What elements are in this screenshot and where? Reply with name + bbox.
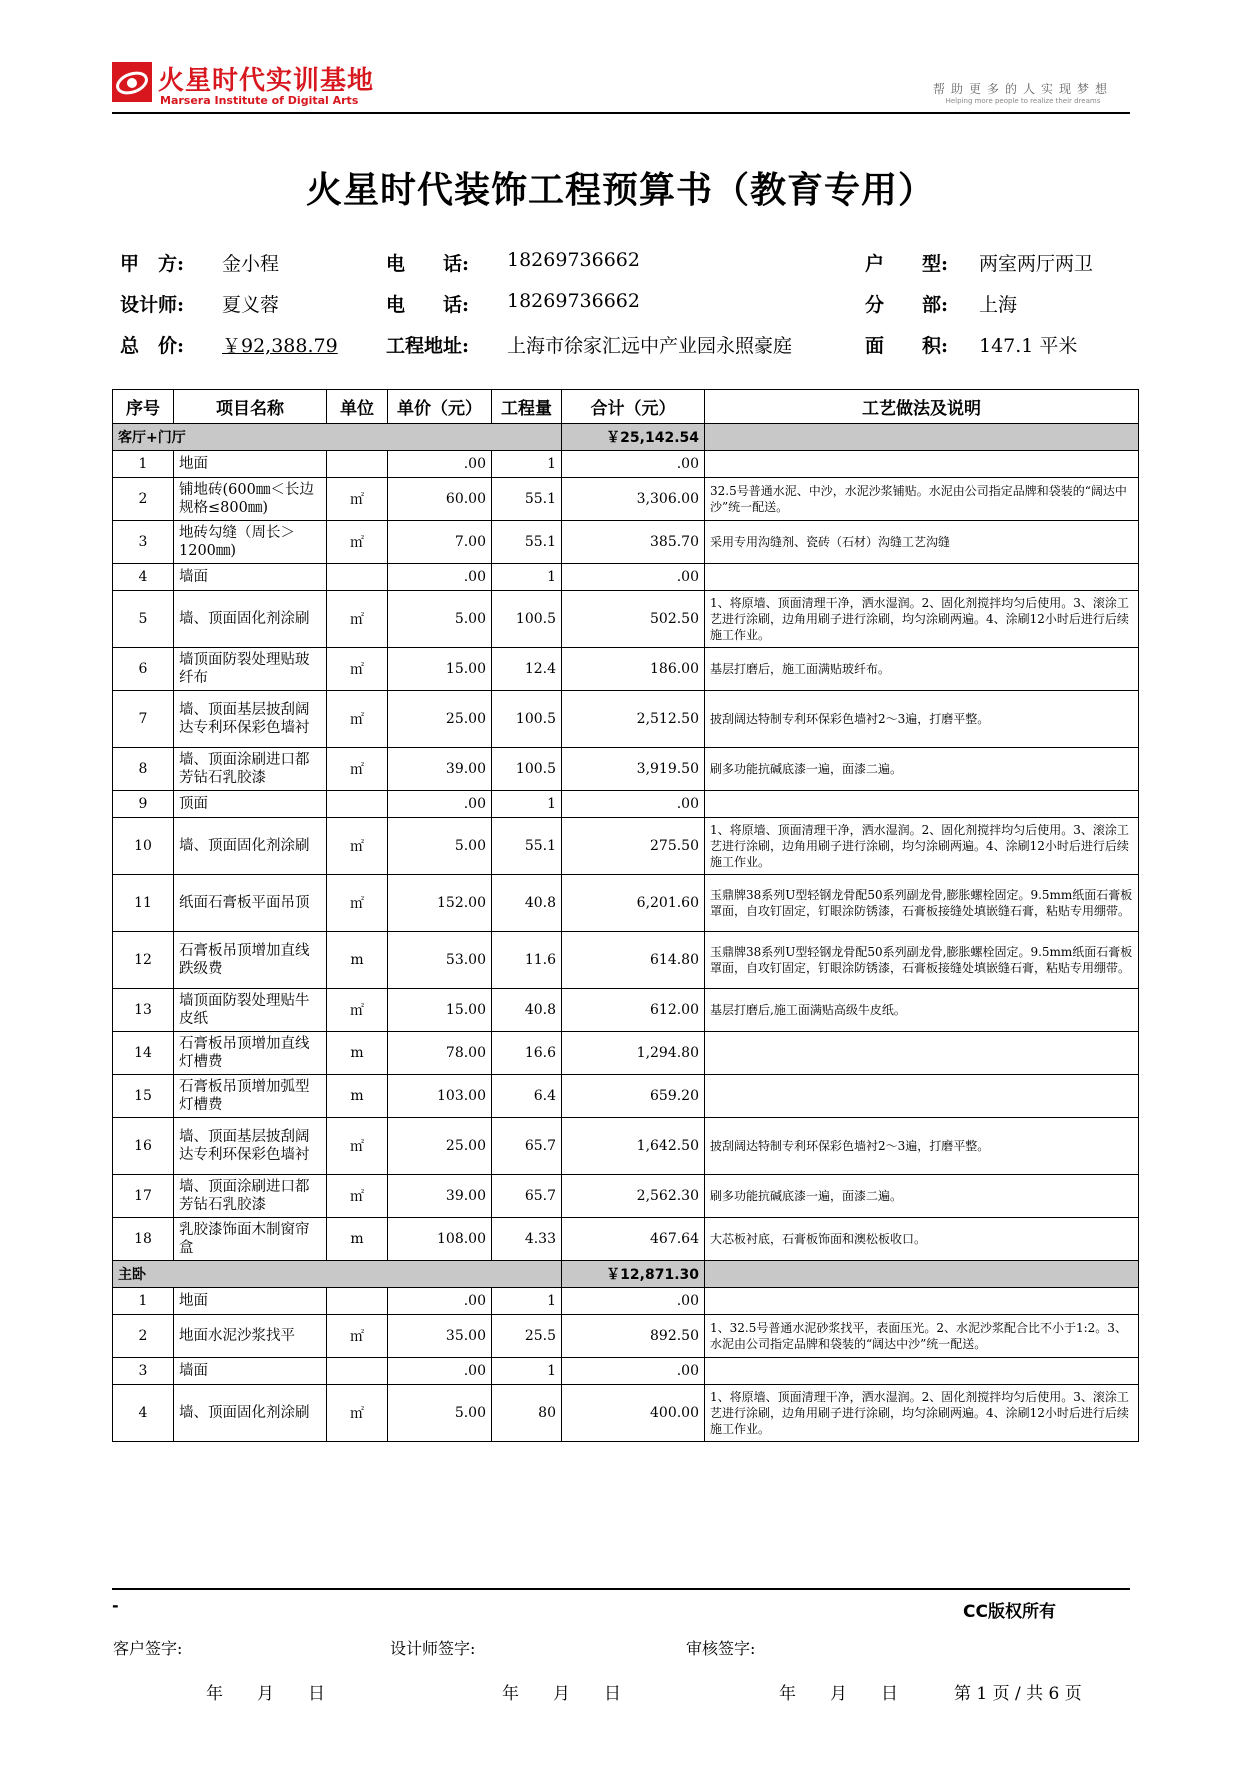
cell-no: 17 xyxy=(113,1175,174,1218)
table-row xyxy=(113,932,1139,989)
cell-unit: ㎡ xyxy=(327,1315,388,1358)
cell-item-name: 地面 xyxy=(174,451,327,478)
cell-quantity: 1 xyxy=(492,1288,562,1315)
slogan xyxy=(913,80,1133,105)
logo-text-cn: 火星时代实训基地 xyxy=(158,66,375,96)
cell-total: 1,642.50 xyxy=(562,1118,705,1175)
cell-unit xyxy=(327,791,388,818)
cell-total: 275.50 xyxy=(562,818,705,875)
section-row xyxy=(113,1261,1139,1288)
cell-unit: ㎡ xyxy=(327,591,388,648)
cell-total: 892.50 xyxy=(562,1315,705,1358)
cell-no: 15 xyxy=(113,1075,174,1118)
cell-total: .00 xyxy=(562,1288,705,1315)
col-header-name: 项目名称 xyxy=(174,390,327,424)
table-row xyxy=(113,451,1139,478)
cell-item-name: 顶面 xyxy=(174,791,327,818)
address-value: 上海市徐家汇远中产业园永照豪庭 xyxy=(507,335,793,357)
cell-description xyxy=(705,791,1139,818)
cell-quantity: 55.1 xyxy=(492,818,562,875)
cell-no: 7 xyxy=(113,691,174,748)
cell-no: 18 xyxy=(113,1218,174,1261)
cell-description xyxy=(705,1075,1139,1118)
cell-total: 186.00 xyxy=(562,648,705,691)
area-value: 147.1 平米 xyxy=(979,335,1078,357)
cell-unit-price: 15.00 xyxy=(388,648,492,691)
cell-item-name: 墙、顶面固化剂涂刷 xyxy=(174,591,327,648)
cell-quantity: 12.4 xyxy=(492,648,562,691)
section-desc-cell xyxy=(705,1261,1139,1288)
cell-quantity: 1 xyxy=(492,791,562,818)
cell-description xyxy=(705,564,1139,591)
cell-no: 9 xyxy=(113,791,174,818)
cell-quantity: 55.1 xyxy=(492,478,562,521)
cell-unit-price: 15.00 xyxy=(388,989,492,1032)
section-name: 客厅+门厅 xyxy=(113,424,562,451)
cell-no: 3 xyxy=(113,1358,174,1385)
cell-description: 刷多功能抗碱底漆一遍，面漆二遍。 xyxy=(705,748,1139,791)
cell-unit: ㎡ xyxy=(327,875,388,932)
cell-unit-price: .00 xyxy=(388,1358,492,1385)
cell-total: .00 xyxy=(562,1358,705,1385)
cell-unit-price: 152.00 xyxy=(388,875,492,932)
client-value: 金小程 xyxy=(222,253,280,275)
table-row xyxy=(113,691,1139,748)
cell-quantity: 4.33 xyxy=(492,1218,562,1261)
cell-unit: m xyxy=(327,1218,388,1261)
cell-quantity: 40.8 xyxy=(492,989,562,1032)
cell-unit: ㎡ xyxy=(327,989,388,1032)
cell-quantity: 1 xyxy=(492,564,562,591)
table-row xyxy=(113,1218,1139,1261)
cell-no: 2 xyxy=(113,478,174,521)
client-label: 甲 方: xyxy=(120,253,185,275)
cell-total: 3,919.50 xyxy=(562,748,705,791)
cell-quantity: 1 xyxy=(492,451,562,478)
cell-description: 1、将原墙、顶面清理干净，洒水湿润。2、固化剂搅拌均匀后使用。3、滚涂工艺进行涂刷，边角用刷子进行涂刷，均匀涂刷两遍。4、涂刷12小时后进行后续施工作业。 xyxy=(705,818,1139,875)
cell-description: 1、将原墙、顶面清理干净，洒水湿润。2、固化剂搅拌均匀后使用。3、滚涂工艺进行涂刷，边角用刷子进行涂刷，均匀涂刷两遍。4、涂刷12小时后进行后续施工作业。 xyxy=(705,1385,1139,1442)
cell-unit: ㎡ xyxy=(327,648,388,691)
cell-unit-price: 78.00 xyxy=(388,1032,492,1075)
cell-unit xyxy=(327,451,388,478)
cell-total: 1,294.80 xyxy=(562,1032,705,1075)
cell-item-name: 石膏板吊顶增加直线灯槽费 xyxy=(174,1032,327,1075)
cell-description xyxy=(705,1358,1139,1385)
cell-no: 1 xyxy=(113,451,174,478)
cell-no: 6 xyxy=(113,648,174,691)
footer-divider xyxy=(112,1588,1130,1590)
cell-description: 1、32.5号普通水泥砂浆找平，表面压光。2、水泥沙浆配合比不小于1:2。3、水泥由公司指定品牌和袋装的“阔达中沙”统一配送。 xyxy=(705,1315,1139,1358)
cell-quantity: 65.7 xyxy=(492,1118,562,1175)
cell-total: 3,306.00 xyxy=(562,478,705,521)
total-label: 总 价: xyxy=(120,335,185,357)
cell-total: 2,562.30 xyxy=(562,1175,705,1218)
cell-no: 5 xyxy=(113,591,174,648)
cell-no: 14 xyxy=(113,1032,174,1075)
cell-description: 基层打磨后,施工面满贴高级牛皮纸。 xyxy=(705,989,1139,1032)
table-row xyxy=(113,591,1139,648)
cell-description: 大芯板衬底，石膏板饰面和澳松板收口。 xyxy=(705,1218,1139,1261)
cell-unit: m xyxy=(327,1032,388,1075)
cell-item-name: 墙顶面防裂处理贴玻纤布 xyxy=(174,648,327,691)
cell-unit: ㎡ xyxy=(327,818,388,875)
cell-unit: ㎡ xyxy=(327,691,388,748)
cell-description: 32.5号普通水泥、中沙，水泥沙浆铺贴。水泥由公司指定品牌和袋装的“阔达中沙”统一配送。 xyxy=(705,478,1139,521)
cell-description: 刷多功能抗碱底漆一遍，面漆二遍。 xyxy=(705,1175,1139,1218)
table-row xyxy=(113,1288,1139,1315)
cell-unit-price: 5.00 xyxy=(388,818,492,875)
cell-no: 10 xyxy=(113,818,174,875)
cell-unit-price: 5.00 xyxy=(388,591,492,648)
table-row xyxy=(113,521,1139,564)
cell-quantity: 16.6 xyxy=(492,1032,562,1075)
cell-quantity: 80 xyxy=(492,1385,562,1442)
cell-unit-price: 5.00 xyxy=(388,1385,492,1442)
logo-text-en: Marsera Institute of Digital Arts xyxy=(160,94,359,107)
cell-item-name: 乳胶漆饰面木制窗帘盒 xyxy=(174,1218,327,1261)
copyright-text: CC版权所有 xyxy=(963,1602,1056,1622)
cell-total: 614.80 xyxy=(562,932,705,989)
cell-unit-price: 53.00 xyxy=(388,932,492,989)
cell-no: 1 xyxy=(113,1288,174,1315)
cell-no: 8 xyxy=(113,748,174,791)
cell-unit-price: .00 xyxy=(388,564,492,591)
phone2-label: 电 话: xyxy=(386,294,470,316)
cell-description: 采用专用沟缝剂、瓷砖（石材）沟缝工艺沟缝 xyxy=(705,521,1139,564)
cell-item-name: 墙面 xyxy=(174,1358,327,1385)
cell-no: 2 xyxy=(113,1315,174,1358)
cell-unit-price: 39.00 xyxy=(388,748,492,791)
table-row xyxy=(113,1315,1139,1358)
section-row xyxy=(113,424,1139,451)
client-sign-date: 年 月 日 xyxy=(206,1684,325,1704)
cell-quantity: 1 xyxy=(492,1358,562,1385)
table-row xyxy=(113,1032,1139,1075)
table-row xyxy=(113,1118,1139,1175)
table-row xyxy=(113,989,1139,1032)
col-header-sum: 合计（元） xyxy=(562,390,705,424)
cell-unit xyxy=(327,564,388,591)
slogan-cn: 帮助更多的人实现梦想 xyxy=(932,82,1113,96)
cell-item-name: 墙、顶面涂刷进口都芳钻石乳胶漆 xyxy=(174,1175,327,1218)
cell-item-name: 地面 xyxy=(174,1288,327,1315)
cell-item-name: 墙、顶面基层披刮阔达专利环保彩色墙衬 xyxy=(174,1118,327,1175)
cell-no: 3 xyxy=(113,521,174,564)
cell-unit-price: 60.00 xyxy=(388,478,492,521)
cell-unit-price: 103.00 xyxy=(388,1075,492,1118)
cell-item-name: 墙、顶面涂刷进口都芳钻石乳胶漆 xyxy=(174,748,327,791)
cell-total: 502.50 xyxy=(562,591,705,648)
cell-description xyxy=(705,1032,1139,1075)
cell-item-name: 墙顶面防裂处理贴牛皮纸 xyxy=(174,989,327,1032)
table-row xyxy=(113,648,1139,691)
phone2-value: 18269736662 xyxy=(507,290,640,312)
section-desc-cell xyxy=(705,424,1139,451)
cell-unit: m xyxy=(327,932,388,989)
cell-unit: ㎡ xyxy=(327,521,388,564)
cell-item-name: 地砖勾缝（周长＞1200㎜) xyxy=(174,521,327,564)
table-row xyxy=(113,818,1139,875)
cell-item-name: 墙面 xyxy=(174,564,327,591)
cell-quantity: 55.1 xyxy=(492,521,562,564)
cell-description: 披刮阔达特制专利环保彩色墙衬2～3遍，打磨平整。 xyxy=(705,691,1139,748)
house-type-value: 两室两厅两卫 xyxy=(979,253,1094,275)
cell-no: 16 xyxy=(113,1118,174,1175)
cell-unit: ㎡ xyxy=(327,1175,388,1218)
cell-unit xyxy=(327,1288,388,1315)
table-row xyxy=(113,1385,1139,1442)
header-divider xyxy=(112,112,1130,114)
col-header-qty: 工程量 xyxy=(492,390,562,424)
table-row xyxy=(113,478,1139,521)
designer-signature-label: 设计师签字: xyxy=(390,1639,476,1658)
cell-description: 1、将原墙、顶面清理干净，洒水湿润。2、固化剂搅拌均匀后使用。3、滚涂工艺进行涂刷，边角用刷子进行涂刷，均匀涂刷两遍。4、涂刷12小时后进行后续施工作业。 xyxy=(705,591,1139,648)
cell-unit: ㎡ xyxy=(327,1118,388,1175)
slogan-en: Helping more people to realize their dreams xyxy=(945,97,1101,105)
table-row xyxy=(113,1175,1139,1218)
cell-quantity: 65.7 xyxy=(492,1175,562,1218)
cell-total: 659.20 xyxy=(562,1075,705,1118)
table-header-row xyxy=(113,390,1139,424)
cell-unit-price: 25.00 xyxy=(388,1118,492,1175)
cell-unit-price: .00 xyxy=(388,451,492,478)
cell-quantity: 100.5 xyxy=(492,691,562,748)
phone1-label: 电 话: xyxy=(386,253,470,275)
cell-total: 385.70 xyxy=(562,521,705,564)
col-header-price: 单价（元） xyxy=(388,390,492,424)
cell-no: 13 xyxy=(113,989,174,1032)
cell-description: 基层打磨后，施工面满贴玻纤布。 xyxy=(705,648,1139,691)
cell-unit-price: 25.00 xyxy=(388,691,492,748)
cell-quantity: 100.5 xyxy=(492,591,562,648)
col-header-no: 序号 xyxy=(113,390,174,424)
cell-total: 2,512.50 xyxy=(562,691,705,748)
cell-quantity: 25.5 xyxy=(492,1315,562,1358)
logo-mark-icon xyxy=(112,62,152,102)
cell-total: 467.64 xyxy=(562,1218,705,1261)
client-signature-label: 客户签字: xyxy=(113,1639,183,1658)
cell-item-name: 墙、顶面基层披刮阔达专利环保彩色墙衬 xyxy=(174,691,327,748)
budget-table xyxy=(112,389,1139,1442)
cell-item-name: 石膏板吊顶增加直线跌级费 xyxy=(174,932,327,989)
table-row xyxy=(113,748,1139,791)
section-name: 主卧 xyxy=(113,1261,562,1288)
review-sign-date: 年 月 日 xyxy=(779,1684,898,1704)
cell-unit: ㎡ xyxy=(327,1385,388,1442)
cell-total: 6,201.60 xyxy=(562,875,705,932)
designer-value: 夏义蓉 xyxy=(222,294,280,316)
col-header-desc: 工艺做法及说明 xyxy=(705,390,1139,424)
branch-label: 分 部: xyxy=(865,294,949,316)
phone1-value: 18269736662 xyxy=(507,249,640,271)
cell-unit-price: 39.00 xyxy=(388,1175,492,1218)
table-row xyxy=(113,1358,1139,1385)
total-value: ￥92,388.79 xyxy=(222,335,338,357)
section-total: ￥25,142.54 xyxy=(562,424,705,451)
cell-item-name: 墙、顶面固化剂涂刷 xyxy=(174,1385,327,1442)
col-header-unit: 单位 xyxy=(327,390,388,424)
document-title: 火星时代装饰工程预算书（教育专用） xyxy=(305,170,935,211)
table-body xyxy=(113,424,1139,1442)
cell-quantity: 100.5 xyxy=(492,748,562,791)
section-total: ￥12,871.30 xyxy=(562,1261,705,1288)
cell-no: 4 xyxy=(113,1385,174,1442)
cell-item-name: 石膏板吊顶增加弧型灯槽费 xyxy=(174,1075,327,1118)
table-row xyxy=(113,875,1139,932)
cell-total: .00 xyxy=(562,791,705,818)
cell-total: .00 xyxy=(562,451,705,478)
cell-unit-price: 108.00 xyxy=(388,1218,492,1261)
house-type-label: 户 型: xyxy=(865,253,949,275)
footer-dash: - xyxy=(112,1596,119,1615)
cell-quantity: 11.6 xyxy=(492,932,562,989)
cell-unit-price: 7.00 xyxy=(388,521,492,564)
cell-unit: ㎡ xyxy=(327,748,388,791)
table-row xyxy=(113,1075,1139,1118)
cell-description: 披刮阔达特制专利环保彩色墙衬2～3遍，打磨平整。 xyxy=(705,1118,1139,1175)
cell-description xyxy=(705,1288,1139,1315)
cell-no: 4 xyxy=(113,564,174,591)
cell-item-name: 地面水泥沙浆找平 xyxy=(174,1315,327,1358)
cell-unit: m xyxy=(327,1075,388,1118)
cell-no: 12 xyxy=(113,932,174,989)
cell-description: 玉鼎牌38系列U型轻钢龙骨配50系列副龙骨,膨胀螺栓固定。9.5mm纸面石膏板罩面，自攻钉固定，钉眼涂防锈漆，石膏板接缝处填嵌缝石膏，粘贴专用绷带。 xyxy=(705,932,1139,989)
cell-item-name: 纸面石膏板平面吊顶 xyxy=(174,875,327,932)
cell-total: 612.00 xyxy=(562,989,705,1032)
cell-unit: ㎡ xyxy=(327,478,388,521)
branch-value: 上海 xyxy=(979,294,1018,316)
designer-sign-date: 年 月 日 xyxy=(502,1684,621,1704)
review-signature-label: 审核签字: xyxy=(686,1639,756,1658)
cell-description: 玉鼎牌38系列U型轻钢龙骨配50系列副龙骨,膨胀螺栓固定。9.5mm纸面石膏板罩面，自攻钉固定，钉眼涂防锈漆，石膏板接缝处填嵌缝石膏，粘贴专用绷带。 xyxy=(705,875,1139,932)
designer-label: 设计师: xyxy=(120,294,185,316)
company-logo xyxy=(112,60,374,110)
area-label: 面 积: xyxy=(865,335,949,357)
cell-item-name: 墙、顶面固化剂涂刷 xyxy=(174,818,327,875)
cell-no: 11 xyxy=(113,875,174,932)
cell-unit-price: .00 xyxy=(388,791,492,818)
cell-unit xyxy=(327,1358,388,1385)
cell-total: .00 xyxy=(562,564,705,591)
budget-table-wrapper xyxy=(112,389,1138,1442)
cell-unit-price: 35.00 xyxy=(388,1315,492,1358)
cell-description xyxy=(705,451,1139,478)
cell-quantity: 6.4 xyxy=(492,1075,562,1118)
cell-unit-price: .00 xyxy=(388,1288,492,1315)
cell-quantity: 40.8 xyxy=(492,875,562,932)
table-row xyxy=(113,564,1139,591)
cell-total: 400.00 xyxy=(562,1385,705,1442)
page-number: 第 1 页 / 共 6 页 xyxy=(954,1684,1082,1704)
address-label: 工程地址: xyxy=(386,335,470,357)
cell-item-name: 铺地砖(600㎜＜长边规格≤800㎜) xyxy=(174,478,327,521)
table-row xyxy=(113,791,1139,818)
